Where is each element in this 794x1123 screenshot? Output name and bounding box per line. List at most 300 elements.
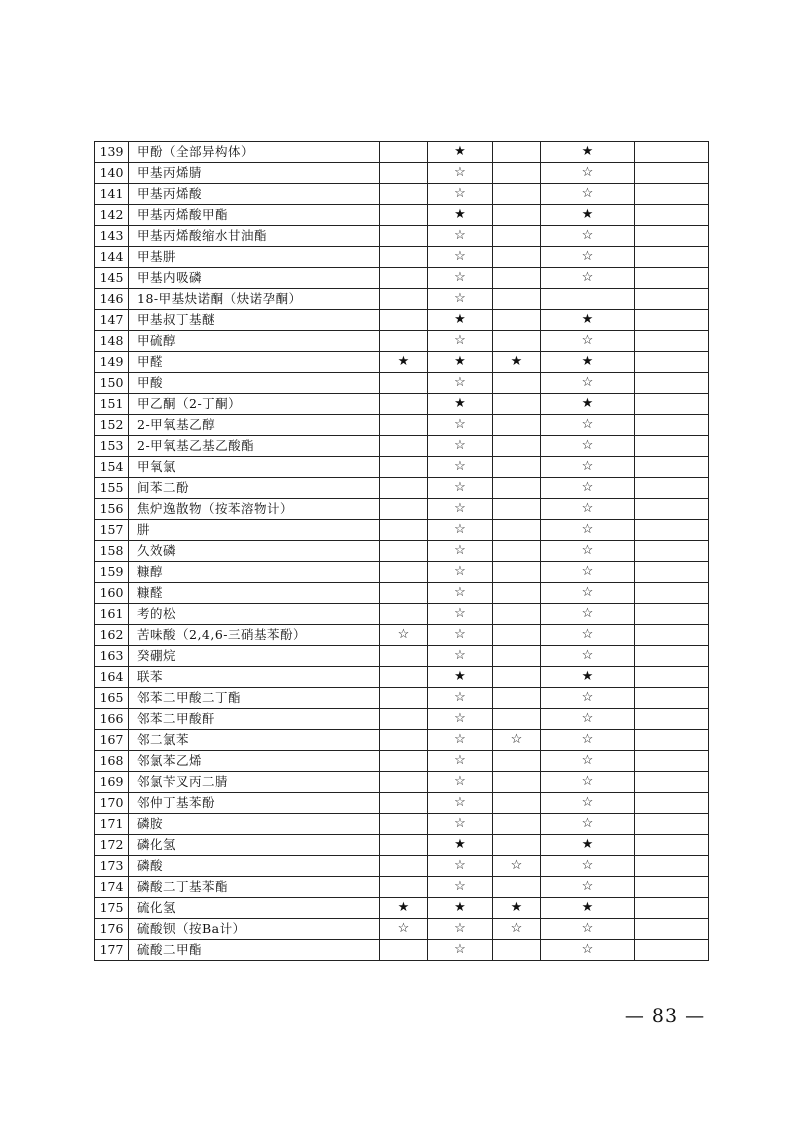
substance-name: 邻二氯苯	[129, 730, 380, 751]
mark-cell-col3	[493, 814, 541, 835]
row-number: 145	[95, 268, 129, 289]
mark-cell-col1	[380, 541, 428, 562]
mark-cell-col4: ☆	[541, 772, 635, 793]
mark-cell-col4: ★	[541, 394, 635, 415]
table-row	[95, 625, 709, 646]
substance-name: 联苯	[129, 667, 380, 688]
mark-cell-col2: ☆	[428, 373, 493, 394]
table-row	[95, 730, 709, 751]
substance-name: 硫酸钡（按Ba计）	[129, 919, 380, 940]
mark-cell-col4: ☆	[541, 814, 635, 835]
substance-name: 甲基丙烯酸甲酯	[129, 205, 380, 226]
table-row	[95, 835, 709, 856]
mark-cell-col2: ☆	[428, 583, 493, 604]
mark-cell-col1	[380, 142, 428, 163]
mark-cell-col4: ☆	[541, 331, 635, 352]
mark-cell-col1	[380, 289, 428, 310]
mark-cell-col1	[380, 310, 428, 331]
substance-name: 甲基内吸磷	[129, 268, 380, 289]
mark-cell-col2: ☆	[428, 415, 493, 436]
substance-name: 肼	[129, 520, 380, 541]
mark-cell-col2: ☆	[428, 730, 493, 751]
mark-cell-col2: ☆	[428, 919, 493, 940]
mark-cell-col5	[635, 184, 709, 205]
mark-cell-col5	[635, 226, 709, 247]
mark-cell-col4: ★	[541, 142, 635, 163]
mark-cell-col4: ☆	[541, 247, 635, 268]
mark-cell-col3	[493, 835, 541, 856]
mark-cell-col5	[635, 625, 709, 646]
mark-cell-col3	[493, 688, 541, 709]
mark-cell-col3	[493, 520, 541, 541]
mark-cell-col4: ☆	[541, 709, 635, 730]
mark-cell-col1	[380, 772, 428, 793]
mark-cell-col5	[635, 499, 709, 520]
substance-name: 焦炉逸散物（按苯溶物计）	[129, 499, 380, 520]
mark-cell-col2: ☆	[428, 436, 493, 457]
mark-cell-col3	[493, 142, 541, 163]
mark-cell-col1	[380, 562, 428, 583]
mark-cell-col3	[493, 772, 541, 793]
row-number: 146	[95, 289, 129, 310]
table-row	[95, 289, 709, 310]
substance-name: 间苯二酚	[129, 478, 380, 499]
mark-cell-col4: ☆	[541, 793, 635, 814]
table-row	[95, 919, 709, 940]
mark-cell-col3	[493, 583, 541, 604]
mark-cell-col5	[635, 751, 709, 772]
mark-cell-col5	[635, 541, 709, 562]
mark-cell-col2: ☆	[428, 877, 493, 898]
mark-cell-col3: ☆	[493, 730, 541, 751]
mark-cell-col1	[380, 268, 428, 289]
row-number: 148	[95, 331, 129, 352]
mark-cell-col5	[635, 310, 709, 331]
substance-name: 甲基叔丁基醚	[129, 310, 380, 331]
mark-cell-col3	[493, 247, 541, 268]
mark-cell-col3	[493, 436, 541, 457]
mark-cell-col5	[635, 856, 709, 877]
substance-name: 癸硼烷	[129, 646, 380, 667]
table-row	[95, 142, 709, 163]
table-row	[95, 205, 709, 226]
mark-cell-col1	[380, 667, 428, 688]
mark-cell-col1	[380, 730, 428, 751]
row-number: 149	[95, 352, 129, 373]
row-number: 173	[95, 856, 129, 877]
mark-cell-col1	[380, 709, 428, 730]
row-number: 171	[95, 814, 129, 835]
mark-cell-col3	[493, 415, 541, 436]
mark-cell-col5	[635, 520, 709, 541]
row-number: 143	[95, 226, 129, 247]
substance-name: 邻仲丁基苯酚	[129, 793, 380, 814]
mark-cell-col2: ★	[428, 667, 493, 688]
mark-cell-col1: ☆	[380, 625, 428, 646]
mark-cell-col3	[493, 562, 541, 583]
mark-cell-col3	[493, 163, 541, 184]
page-number: — 83 —	[624, 1005, 706, 1027]
mark-cell-col2: ★	[428, 142, 493, 163]
row-number: 144	[95, 247, 129, 268]
mark-cell-col3	[493, 709, 541, 730]
mark-cell-col4: ☆	[541, 268, 635, 289]
table-row	[95, 478, 709, 499]
substance-name: 磷化氢	[129, 835, 380, 856]
mark-cell-col4: ☆	[541, 373, 635, 394]
table-row	[95, 163, 709, 184]
row-number: 150	[95, 373, 129, 394]
row-number: 160	[95, 583, 129, 604]
table-row	[95, 499, 709, 520]
row-number: 177	[95, 940, 129, 961]
mark-cell-col1	[380, 415, 428, 436]
mark-cell-col2: ☆	[428, 940, 493, 961]
mark-cell-col5	[635, 793, 709, 814]
row-number: 157	[95, 520, 129, 541]
substance-name: 考的松	[129, 604, 380, 625]
table-row	[95, 415, 709, 436]
mark-cell-col5	[635, 562, 709, 583]
mark-cell-col4: ☆	[541, 562, 635, 583]
substance-table	[94, 141, 709, 961]
mark-cell-col1	[380, 373, 428, 394]
mark-cell-col1	[380, 499, 428, 520]
substance-name: 邻氯苯乙烯	[129, 751, 380, 772]
mark-cell-col1	[380, 604, 428, 625]
substance-name: 甲醛	[129, 352, 380, 373]
table-row	[95, 436, 709, 457]
row-number: 172	[95, 835, 129, 856]
mark-cell-col5	[635, 898, 709, 919]
mark-cell-col4: ☆	[541, 520, 635, 541]
mark-cell-col3	[493, 625, 541, 646]
mark-cell-col5	[635, 730, 709, 751]
table-row	[95, 247, 709, 268]
mark-cell-col2: ☆	[428, 709, 493, 730]
substance-name: 甲基丙烯酸缩水甘油酯	[129, 226, 380, 247]
table-row	[95, 331, 709, 352]
row-number: 139	[95, 142, 129, 163]
mark-cell-col1	[380, 478, 428, 499]
mark-cell-col3: ☆	[493, 856, 541, 877]
substance-name: 磷酸	[129, 856, 380, 877]
substance-name: 2-甲氧基乙基乙酸酯	[129, 436, 380, 457]
mark-cell-col4: ★	[541, 898, 635, 919]
table-row	[95, 646, 709, 667]
table-row	[95, 793, 709, 814]
table-row	[95, 709, 709, 730]
mark-cell-col2: ☆	[428, 457, 493, 478]
mark-cell-col1	[380, 226, 428, 247]
mark-cell-col2: ☆	[428, 814, 493, 835]
mark-cell-col5	[635, 877, 709, 898]
mark-cell-col5	[635, 247, 709, 268]
mark-cell-col3	[493, 751, 541, 772]
mark-cell-col1	[380, 877, 428, 898]
mark-cell-col5	[635, 940, 709, 961]
row-number: 155	[95, 478, 129, 499]
table-row	[95, 310, 709, 331]
mark-cell-col1	[380, 751, 428, 772]
mark-cell-col5	[635, 289, 709, 310]
table-row	[95, 520, 709, 541]
mark-cell-col5	[635, 352, 709, 373]
row-number: 166	[95, 709, 129, 730]
mark-cell-col2: ☆	[428, 268, 493, 289]
mark-cell-col1	[380, 331, 428, 352]
mark-cell-col5	[635, 919, 709, 940]
mark-cell-col5	[635, 142, 709, 163]
mark-cell-col5	[635, 457, 709, 478]
mark-cell-col2: ☆	[428, 226, 493, 247]
mark-cell-col3	[493, 541, 541, 562]
row-number: 163	[95, 646, 129, 667]
mark-cell-col5	[635, 709, 709, 730]
row-number: 140	[95, 163, 129, 184]
row-number: 175	[95, 898, 129, 919]
mark-cell-col2: ☆	[428, 163, 493, 184]
mark-cell-col2: ★	[428, 352, 493, 373]
substance-name: 甲酸	[129, 373, 380, 394]
mark-cell-col1	[380, 856, 428, 877]
mark-cell-col1	[380, 940, 428, 961]
mark-cell-col2: ☆	[428, 184, 493, 205]
mark-cell-col5	[635, 478, 709, 499]
row-number: 176	[95, 919, 129, 940]
mark-cell-col1	[380, 793, 428, 814]
mark-cell-col5	[635, 835, 709, 856]
mark-cell-col2: ★	[428, 835, 493, 856]
mark-cell-col4: ☆	[541, 751, 635, 772]
table-row	[95, 751, 709, 772]
mark-cell-col3	[493, 478, 541, 499]
row-number: 169	[95, 772, 129, 793]
table-row	[95, 373, 709, 394]
row-number: 159	[95, 562, 129, 583]
row-number: 168	[95, 751, 129, 772]
mark-cell-col4: ☆	[541, 604, 635, 625]
table-row	[95, 604, 709, 625]
mark-cell-col5	[635, 163, 709, 184]
table-row	[95, 877, 709, 898]
mark-cell-col2: ☆	[428, 856, 493, 877]
mark-cell-col2: ☆	[428, 289, 493, 310]
mark-cell-col3	[493, 184, 541, 205]
mark-cell-col3	[493, 268, 541, 289]
mark-cell-col5	[635, 814, 709, 835]
row-number: 141	[95, 184, 129, 205]
mark-cell-col4: ☆	[541, 877, 635, 898]
mark-cell-col3	[493, 226, 541, 247]
row-number: 167	[95, 730, 129, 751]
substance-name: 甲基肼	[129, 247, 380, 268]
mark-cell-col4: ☆	[541, 856, 635, 877]
mark-cell-col5	[635, 436, 709, 457]
mark-cell-col5	[635, 205, 709, 226]
mark-cell-col5	[635, 667, 709, 688]
table-row	[95, 856, 709, 877]
mark-cell-col2: ☆	[428, 604, 493, 625]
mark-cell-col5	[635, 394, 709, 415]
mark-cell-col1	[380, 688, 428, 709]
row-number: 147	[95, 310, 129, 331]
mark-cell-col2: ☆	[428, 247, 493, 268]
substance-name: 甲乙酮（2-丁酮）	[129, 394, 380, 415]
mark-cell-col5	[635, 415, 709, 436]
mark-cell-col3	[493, 793, 541, 814]
mark-cell-col3	[493, 604, 541, 625]
mark-cell-col4: ☆	[541, 625, 635, 646]
mark-cell-col2: ☆	[428, 751, 493, 772]
mark-cell-col4: ☆	[541, 730, 635, 751]
row-number: 156	[95, 499, 129, 520]
mark-cell-col2: ☆	[428, 793, 493, 814]
mark-cell-col1	[380, 583, 428, 604]
mark-cell-col3: ★	[493, 898, 541, 919]
mark-cell-col2: ☆	[428, 688, 493, 709]
table-row	[95, 940, 709, 961]
mark-cell-col5	[635, 583, 709, 604]
mark-cell-col1	[380, 247, 428, 268]
mark-cell-col4: ★	[541, 667, 635, 688]
mark-cell-col3	[493, 499, 541, 520]
mark-cell-col1	[380, 520, 428, 541]
mark-cell-col4: ★	[541, 310, 635, 331]
mark-cell-col4: ☆	[541, 940, 635, 961]
mark-cell-col2: ★	[428, 394, 493, 415]
mark-cell-col4: ☆	[541, 415, 635, 436]
table-row	[95, 562, 709, 583]
row-number: 154	[95, 457, 129, 478]
table-row	[95, 184, 709, 205]
table-row	[95, 772, 709, 793]
mark-cell-col1	[380, 814, 428, 835]
mark-cell-col2: ☆	[428, 625, 493, 646]
mark-cell-col4	[541, 289, 635, 310]
substance-name: 2-甲氧基乙醇	[129, 415, 380, 436]
mark-cell-col4: ★	[541, 835, 635, 856]
row-number: 152	[95, 415, 129, 436]
mark-cell-col3: ★	[493, 352, 541, 373]
mark-cell-col2: ☆	[428, 478, 493, 499]
substance-name: 邻苯二甲酸酐	[129, 709, 380, 730]
table-row	[95, 898, 709, 919]
mark-cell-col3	[493, 940, 541, 961]
mark-cell-col4: ☆	[541, 919, 635, 940]
table-row	[95, 667, 709, 688]
substance-name: 甲酚（全部异构体）	[129, 142, 380, 163]
mark-cell-col3	[493, 289, 541, 310]
mark-cell-col4: ★	[541, 352, 635, 373]
mark-cell-col4: ★	[541, 205, 635, 226]
mark-cell-col4: ☆	[541, 436, 635, 457]
mark-cell-col1	[380, 835, 428, 856]
mark-cell-col5	[635, 688, 709, 709]
mark-cell-col3	[493, 646, 541, 667]
row-number: 170	[95, 793, 129, 814]
mark-cell-col4: ☆	[541, 541, 635, 562]
substance-name: 甲基丙烯腈	[129, 163, 380, 184]
row-number: 161	[95, 604, 129, 625]
substance-name: 甲硫醇	[129, 331, 380, 352]
substance-name: 苦味酸（2,4,6-三硝基苯酚）	[129, 625, 380, 646]
mark-cell-col1	[380, 163, 428, 184]
table-row	[95, 688, 709, 709]
substance-name: 硫酸二甲酯	[129, 940, 380, 961]
table-row	[95, 394, 709, 415]
mark-cell-col3	[493, 331, 541, 352]
mark-cell-col3	[493, 373, 541, 394]
substance-name: 糠醇	[129, 562, 380, 583]
mark-cell-col4: ☆	[541, 646, 635, 667]
table-row	[95, 352, 709, 373]
table-row	[95, 268, 709, 289]
substance-name: 邻氯苄叉丙二腈	[129, 772, 380, 793]
substance-name: 糠醛	[129, 583, 380, 604]
mark-cell-col2: ☆	[428, 520, 493, 541]
substance-name: 磷胺	[129, 814, 380, 835]
mark-cell-col1	[380, 436, 428, 457]
mark-cell-col5	[635, 331, 709, 352]
mark-cell-col3	[493, 877, 541, 898]
mark-cell-col1: ★	[380, 352, 428, 373]
substance-name: 甲氧氯	[129, 457, 380, 478]
mark-cell-col1: ☆	[380, 919, 428, 940]
row-number: 158	[95, 541, 129, 562]
mark-cell-col3	[493, 310, 541, 331]
mark-cell-col4: ☆	[541, 499, 635, 520]
mark-cell-col4: ☆	[541, 457, 635, 478]
mark-cell-col4: ☆	[541, 478, 635, 499]
row-number: 174	[95, 877, 129, 898]
mark-cell-col5	[635, 772, 709, 793]
mark-cell-col2: ☆	[428, 562, 493, 583]
table-row	[95, 541, 709, 562]
mark-cell-col4: ☆	[541, 226, 635, 247]
mark-cell-col5	[635, 373, 709, 394]
substance-name: 硫化氢	[129, 898, 380, 919]
mark-cell-col5	[635, 604, 709, 625]
mark-cell-col4: ☆	[541, 688, 635, 709]
mark-cell-col2: ★	[428, 310, 493, 331]
mark-cell-col1: ★	[380, 898, 428, 919]
substance-name: 磷酸二丁基苯酯	[129, 877, 380, 898]
mark-cell-col4: ☆	[541, 163, 635, 184]
row-number: 153	[95, 436, 129, 457]
mark-cell-col2: ☆	[428, 541, 493, 562]
mark-cell-col2: ★	[428, 205, 493, 226]
mark-cell-col2: ☆	[428, 772, 493, 793]
table-row	[95, 583, 709, 604]
table-row	[95, 814, 709, 835]
table-row	[95, 226, 709, 247]
mark-cell-col1	[380, 646, 428, 667]
mark-cell-col2: ★	[428, 898, 493, 919]
table-body	[95, 142, 709, 961]
row-number: 165	[95, 688, 129, 709]
mark-cell-col1	[380, 394, 428, 415]
substance-name: 甲基丙烯酸	[129, 184, 380, 205]
mark-cell-col5	[635, 268, 709, 289]
mark-cell-col2: ☆	[428, 331, 493, 352]
mark-cell-col2: ☆	[428, 646, 493, 667]
mark-cell-col2: ☆	[428, 499, 493, 520]
mark-cell-col3	[493, 457, 541, 478]
substance-name: 久效磷	[129, 541, 380, 562]
mark-cell-col5	[635, 646, 709, 667]
mark-cell-col1	[380, 205, 428, 226]
